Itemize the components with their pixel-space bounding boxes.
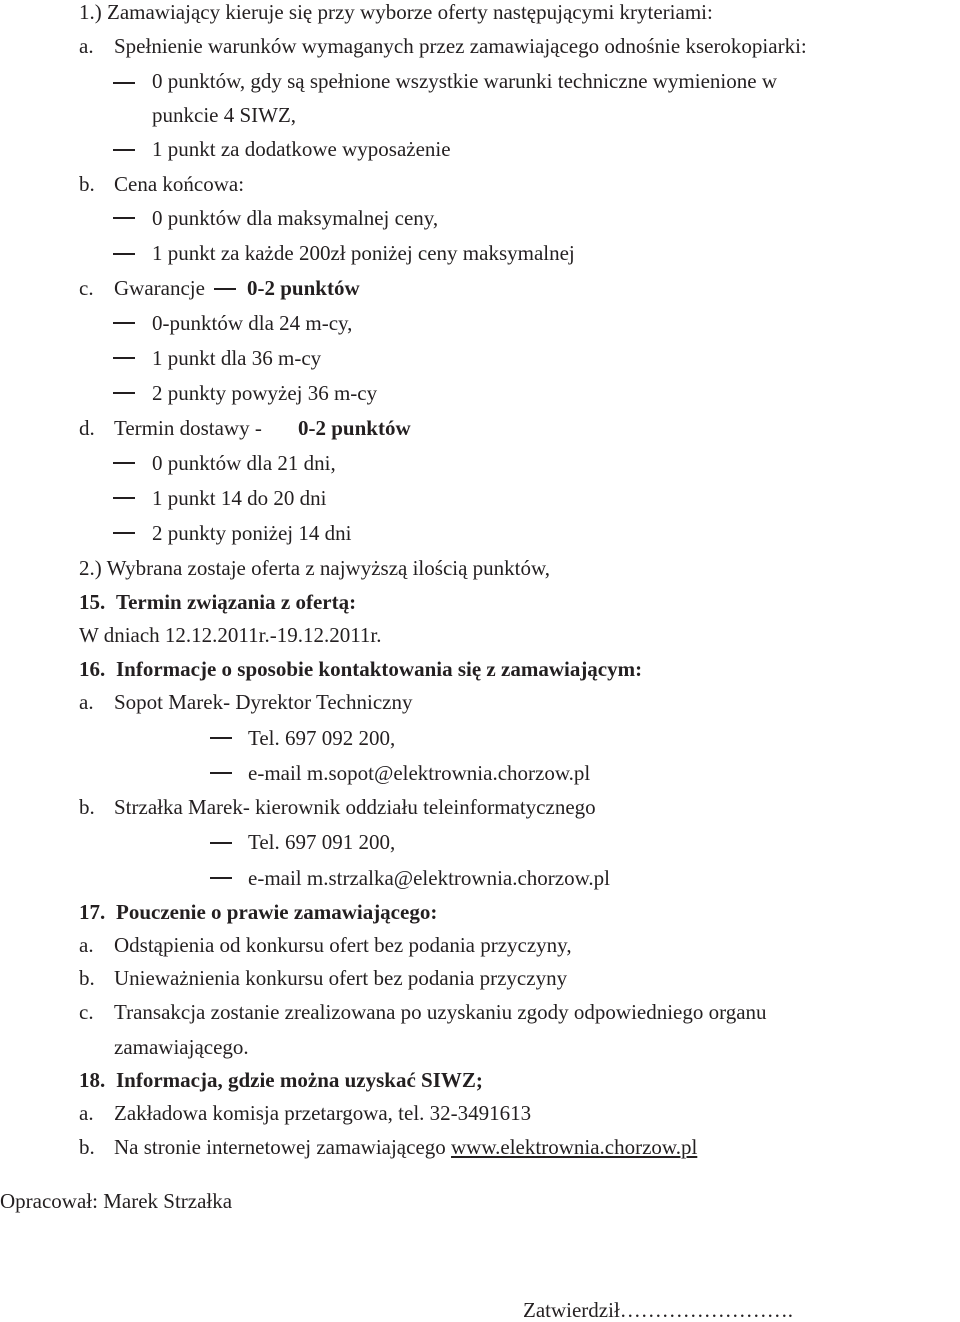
dash-bullet (113, 82, 135, 84)
dash-bullet (210, 842, 232, 844)
item-label: b. (79, 966, 95, 990)
section-title: Pouczenie o prawie zamawiającego: (116, 900, 438, 924)
section-title: Informacja, gdzie można uzyskać SIWZ; (116, 1068, 483, 1092)
item-text: Zakładowa komisja przetargowa, tel. 32-3491613 (114, 1101, 532, 1125)
dash-bullet (113, 357, 135, 359)
item-label: a. (79, 1101, 94, 1125)
item-label: a. (79, 690, 94, 714)
section-number: 16. (79, 657, 106, 681)
item-label: a. (79, 34, 94, 58)
item-text (114, 1135, 697, 1159)
section-title: Informacje o sposobie kontaktowania się z zamawiającym: (116, 657, 643, 681)
dash-bullet (210, 737, 232, 739)
dash-bullet (113, 532, 135, 534)
item-text: Termin dostawy - (114, 416, 262, 440)
dash-bullet (113, 497, 135, 499)
prepared-by: Opracował: Marek Strzałka (0, 1189, 233, 1213)
contact-email: e-mail m.sopot@elektrownia.chorzow.pl (248, 761, 591, 785)
section-number: 17. (79, 900, 106, 924)
item-text: Transakcja zostanie zrealizowana po uzyskaniu zgody odpowiedniego organu (114, 1000, 767, 1024)
item-label: b. (79, 1135, 95, 1159)
website-link[interactable]: www.elektrownia.chorzow.pl (451, 1135, 698, 1159)
dash-bullet (210, 772, 232, 774)
sub-item-text: punkcie 4 SIWZ, (152, 103, 297, 127)
contact-phone: Tel. 697 091 200, (248, 830, 396, 854)
dash-bullet (113, 462, 135, 464)
item-label: d. (79, 416, 95, 440)
sub-item-text: 1 punkt 14 do 20 dni (152, 486, 327, 510)
section-number: 15. (79, 590, 106, 614)
dash-bullet (113, 217, 135, 219)
section-number: 18. (79, 1068, 106, 1092)
item-text: Odstąpienia od konkursu ofert bez podania przyczyny, (114, 933, 572, 957)
binding-period: W dniach 12.12.2011r.-19.12.2011r. (79, 623, 382, 647)
item-label: a. (79, 933, 94, 957)
sub-item-text: 2 punkty poniżej 14 dni (152, 521, 352, 545)
criteria-heading: 1.) Zamawiający kieruje się przy wyborze oferty następującymi kryteriami: (79, 0, 713, 24)
item-text: zamawiającego. (114, 1035, 249, 1059)
sub-item-text: 0 punktów, gdy są spełnione wszystkie warunki techniczne wymienione w (152, 69, 777, 93)
item-text: Gwarancje (114, 276, 205, 300)
sub-item-text: 0 punktów dla maksymalnej ceny, (152, 206, 439, 230)
item-label: b. (79, 795, 95, 819)
contact-phone: Tel. 697 092 200, (248, 726, 396, 750)
sub-item-text: 1 punkt dla 36 m-cy (152, 346, 322, 370)
dash-separator (214, 288, 236, 290)
approved-by: Zatwierdził……………………. (523, 1298, 794, 1322)
points-range: 0-2 punktów (247, 276, 360, 300)
item-label: c. (79, 1000, 94, 1024)
sub-item-text: 1 punkt za każde 200zł poniżej ceny maksymalnej (152, 241, 575, 265)
sub-item-text: 0 punktów dla 21 dni, (152, 451, 336, 475)
selection-rule: 2.) Wybrana zostaje oferta z najwyższą ilością punktów, (79, 556, 551, 580)
item-label: c. (79, 276, 94, 300)
contact-email: e-mail m.strzalka@elektrownia.chorzow.pl (248, 866, 611, 890)
section-title: Termin związania z ofertą: (116, 590, 357, 614)
points-range: 0-2 punktów (298, 416, 411, 440)
contact-person: Strzałka Marek- kierownik oddziału teleinformatycznego (114, 795, 596, 819)
dash-bullet (113, 253, 135, 255)
item-label: b. (79, 172, 95, 196)
dash-bullet (113, 392, 135, 394)
sub-item-text: 0-punktów dla 24 m-cy, (152, 311, 353, 335)
contact-person: Sopot Marek- Dyrektor Techniczny (114, 690, 413, 714)
item-text-prefix: Na stronie internetowej zamawiającego (114, 1135, 446, 1159)
dash-bullet (210, 877, 232, 879)
sub-item-text: 1 punkt za dodatkowe wyposażenie (152, 137, 451, 161)
item-text: Spełnienie warunków wymaganych przez zamawiającego odnośnie kserokopiarki: (114, 34, 807, 58)
item-text: Cena końcowa: (114, 172, 245, 196)
item-text: Unieważnienia konkursu ofert bez podania przyczyny (114, 966, 568, 990)
dash-bullet (113, 149, 135, 151)
dash-bullet (113, 322, 135, 324)
sub-item-text: 2 punkty powyżej 36 m-cy (152, 381, 378, 405)
